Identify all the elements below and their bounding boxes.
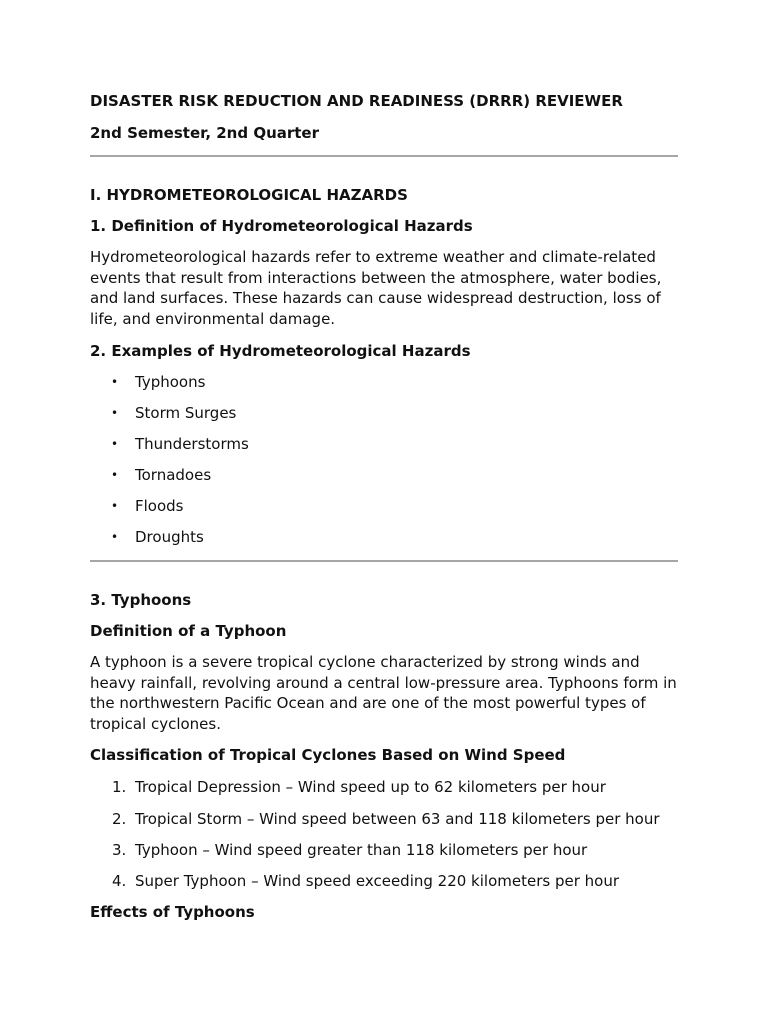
divider [90, 155, 678, 157]
bullet-icon: • [111, 406, 119, 420]
classification-heading: Classification of Tropical Cyclones Based on Wind Speed [90, 746, 566, 764]
bullet-icon: • [111, 499, 119, 513]
bullet-icon: • [111, 530, 119, 544]
effects-heading: Effects of Typhoons [90, 903, 255, 921]
examples-heading: 2. Examples of Hydrometeorological Hazards [90, 342, 471, 360]
divider [90, 560, 678, 562]
definition-paragraph: Hydrometeorological hazards refer to extreme weather and climate-related events that result from interactions between the atmosphere, water bodies, and land surfaces. These hazards can cause widespread destruction, loss of life, and environmental damage. [90, 248, 662, 329]
typhoon-definition-paragraph: A typhoon is a severe tropical cyclone characterized by strong winds and heavy rainfall, revolving around a central low-pressure area. Typhoons form in the northwestern Pacific Ocean and are one of the most powerful types of tropical cyclones. [90, 653, 677, 734]
typhoon-definition-heading: Definition of a Typhoon [90, 622, 287, 640]
typhoons-heading: 3. Typhoons [90, 591, 192, 609]
document-title: DISASTER RISK REDUCTION AND READINESS (DRRR) REVIEWER [90, 92, 623, 110]
section-heading-hydrometeorological: I. HYDROMETEOROLOGICAL HAZARDS [90, 186, 408, 204]
bullet-icon: • [111, 375, 119, 389]
bullet-icon: • [111, 437, 119, 451]
definition-heading: 1. Definition of Hydrometeorological Hazards [90, 217, 473, 235]
document-subtitle: 2nd Semester, 2nd Quarter [90, 124, 320, 142]
bullet-icon: • [111, 468, 119, 482]
